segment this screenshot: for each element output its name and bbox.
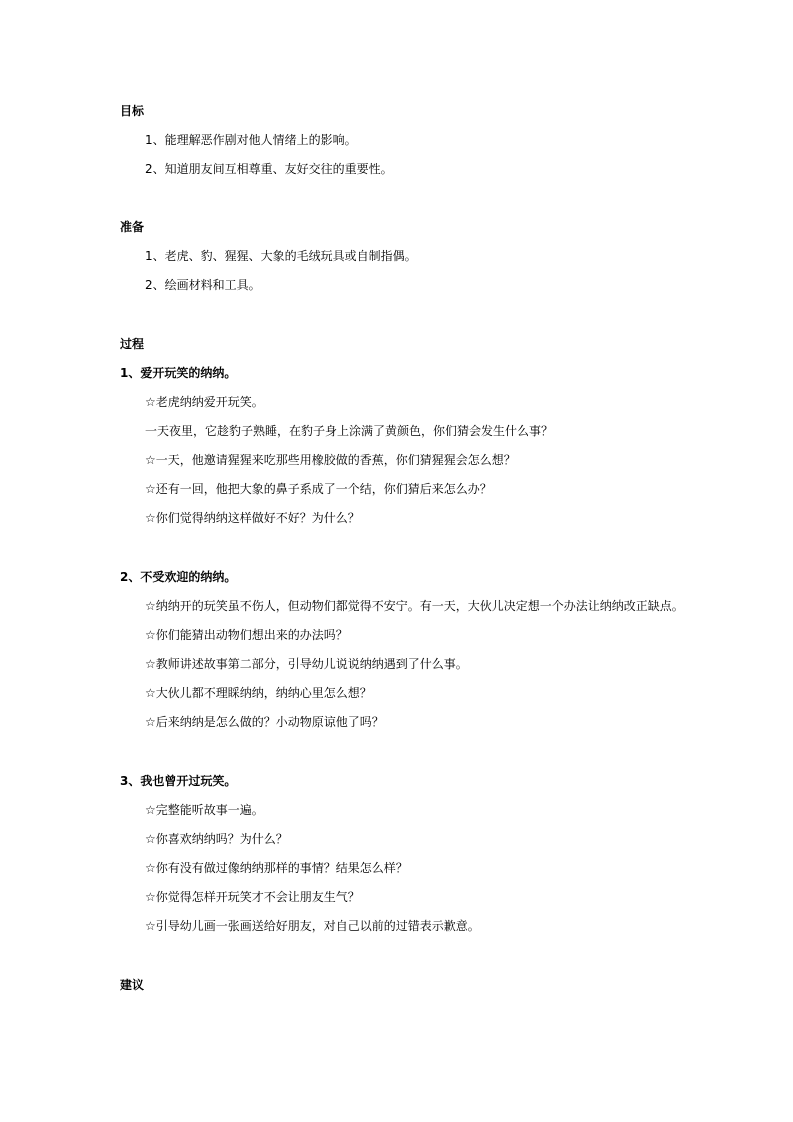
goal-item-2: 2、知道朋友间互相尊重、友好交往的重要性。 xyxy=(145,162,393,176)
section-1-item-5: ☆你们觉得纳纳这样做好不好？为什么？ xyxy=(145,511,360,525)
section-3-item-2: ☆你喜欢纳纳吗？为什么？ xyxy=(145,832,288,846)
section-heading-2: 2、不受欢迎的纳纳。 xyxy=(120,570,237,584)
heading-process: 过程 xyxy=(120,337,145,351)
section-3-item-1: ☆完整能听故事一遍。 xyxy=(145,803,264,817)
section-2-item-1: ☆纳纳开的玩笑虽不伤人，但动物们都觉得不安宁。有一天，大伙儿决定想一个办法让纳纳改正缺点。 xyxy=(145,599,684,613)
section-heading-3: 3、我也曾开过玩笑。 xyxy=(120,774,237,788)
section-3-item-4: ☆你觉得怎样开玩笑才不会让朋友生气？ xyxy=(145,890,360,904)
section-1-item-3: ☆一天，他邀请猩猩来吃那些用橡胶做的香蕉，你们猜猩猩会怎么想？ xyxy=(145,453,516,467)
section-heading-1: 1、爱开玩笑的纳纳。 xyxy=(120,366,237,380)
section-2-item-3: ☆教师讲述故事第二部分，引导幼儿说说纳纳遇到了什么事。 xyxy=(145,657,468,671)
section-1-item-2: 一天夜里，它趁豹子熟睡，在豹子身上涂满了黄颜色，你们猜会发生什么事？ xyxy=(145,424,554,438)
section-2-item-4: ☆大伙儿都不理睬纳纳，纳纳心里怎么想？ xyxy=(145,686,372,700)
section-1-item-4: ☆还有一回，他把大象的鼻子系成了一个结，你们猜后来怎么办？ xyxy=(145,482,492,496)
heading-advice: 建议 xyxy=(120,978,145,992)
goal-item-1: 1、能理解恶作剧对他人情绪上的影响。 xyxy=(145,133,357,147)
section-3-item-3: ☆你有没有做过像纳纳那样的事情？结果怎么样？ xyxy=(145,861,408,875)
section-2-item-2: ☆你们能猜出动物们想出来的办法吗？ xyxy=(145,628,348,642)
heading-goal: 目标 xyxy=(120,104,145,118)
prep-item-2: 2、绘画材料和工具。 xyxy=(145,278,261,292)
prep-item-1: 1、老虎、豹、猩猩、大象的毛绒玩具或自制指偶。 xyxy=(145,249,417,263)
section-1-item-1: ☆老虎纳纳爱开玩笑。 xyxy=(145,395,264,409)
section-3-item-5: ☆引导幼儿画一张画送给好朋友，对自己以前的过错表示歉意。 xyxy=(145,919,480,933)
section-2-item-5: ☆后来纳纳是怎么做的？小动物原谅他了吗？ xyxy=(145,715,384,729)
heading-prep: 准备 xyxy=(120,220,145,234)
